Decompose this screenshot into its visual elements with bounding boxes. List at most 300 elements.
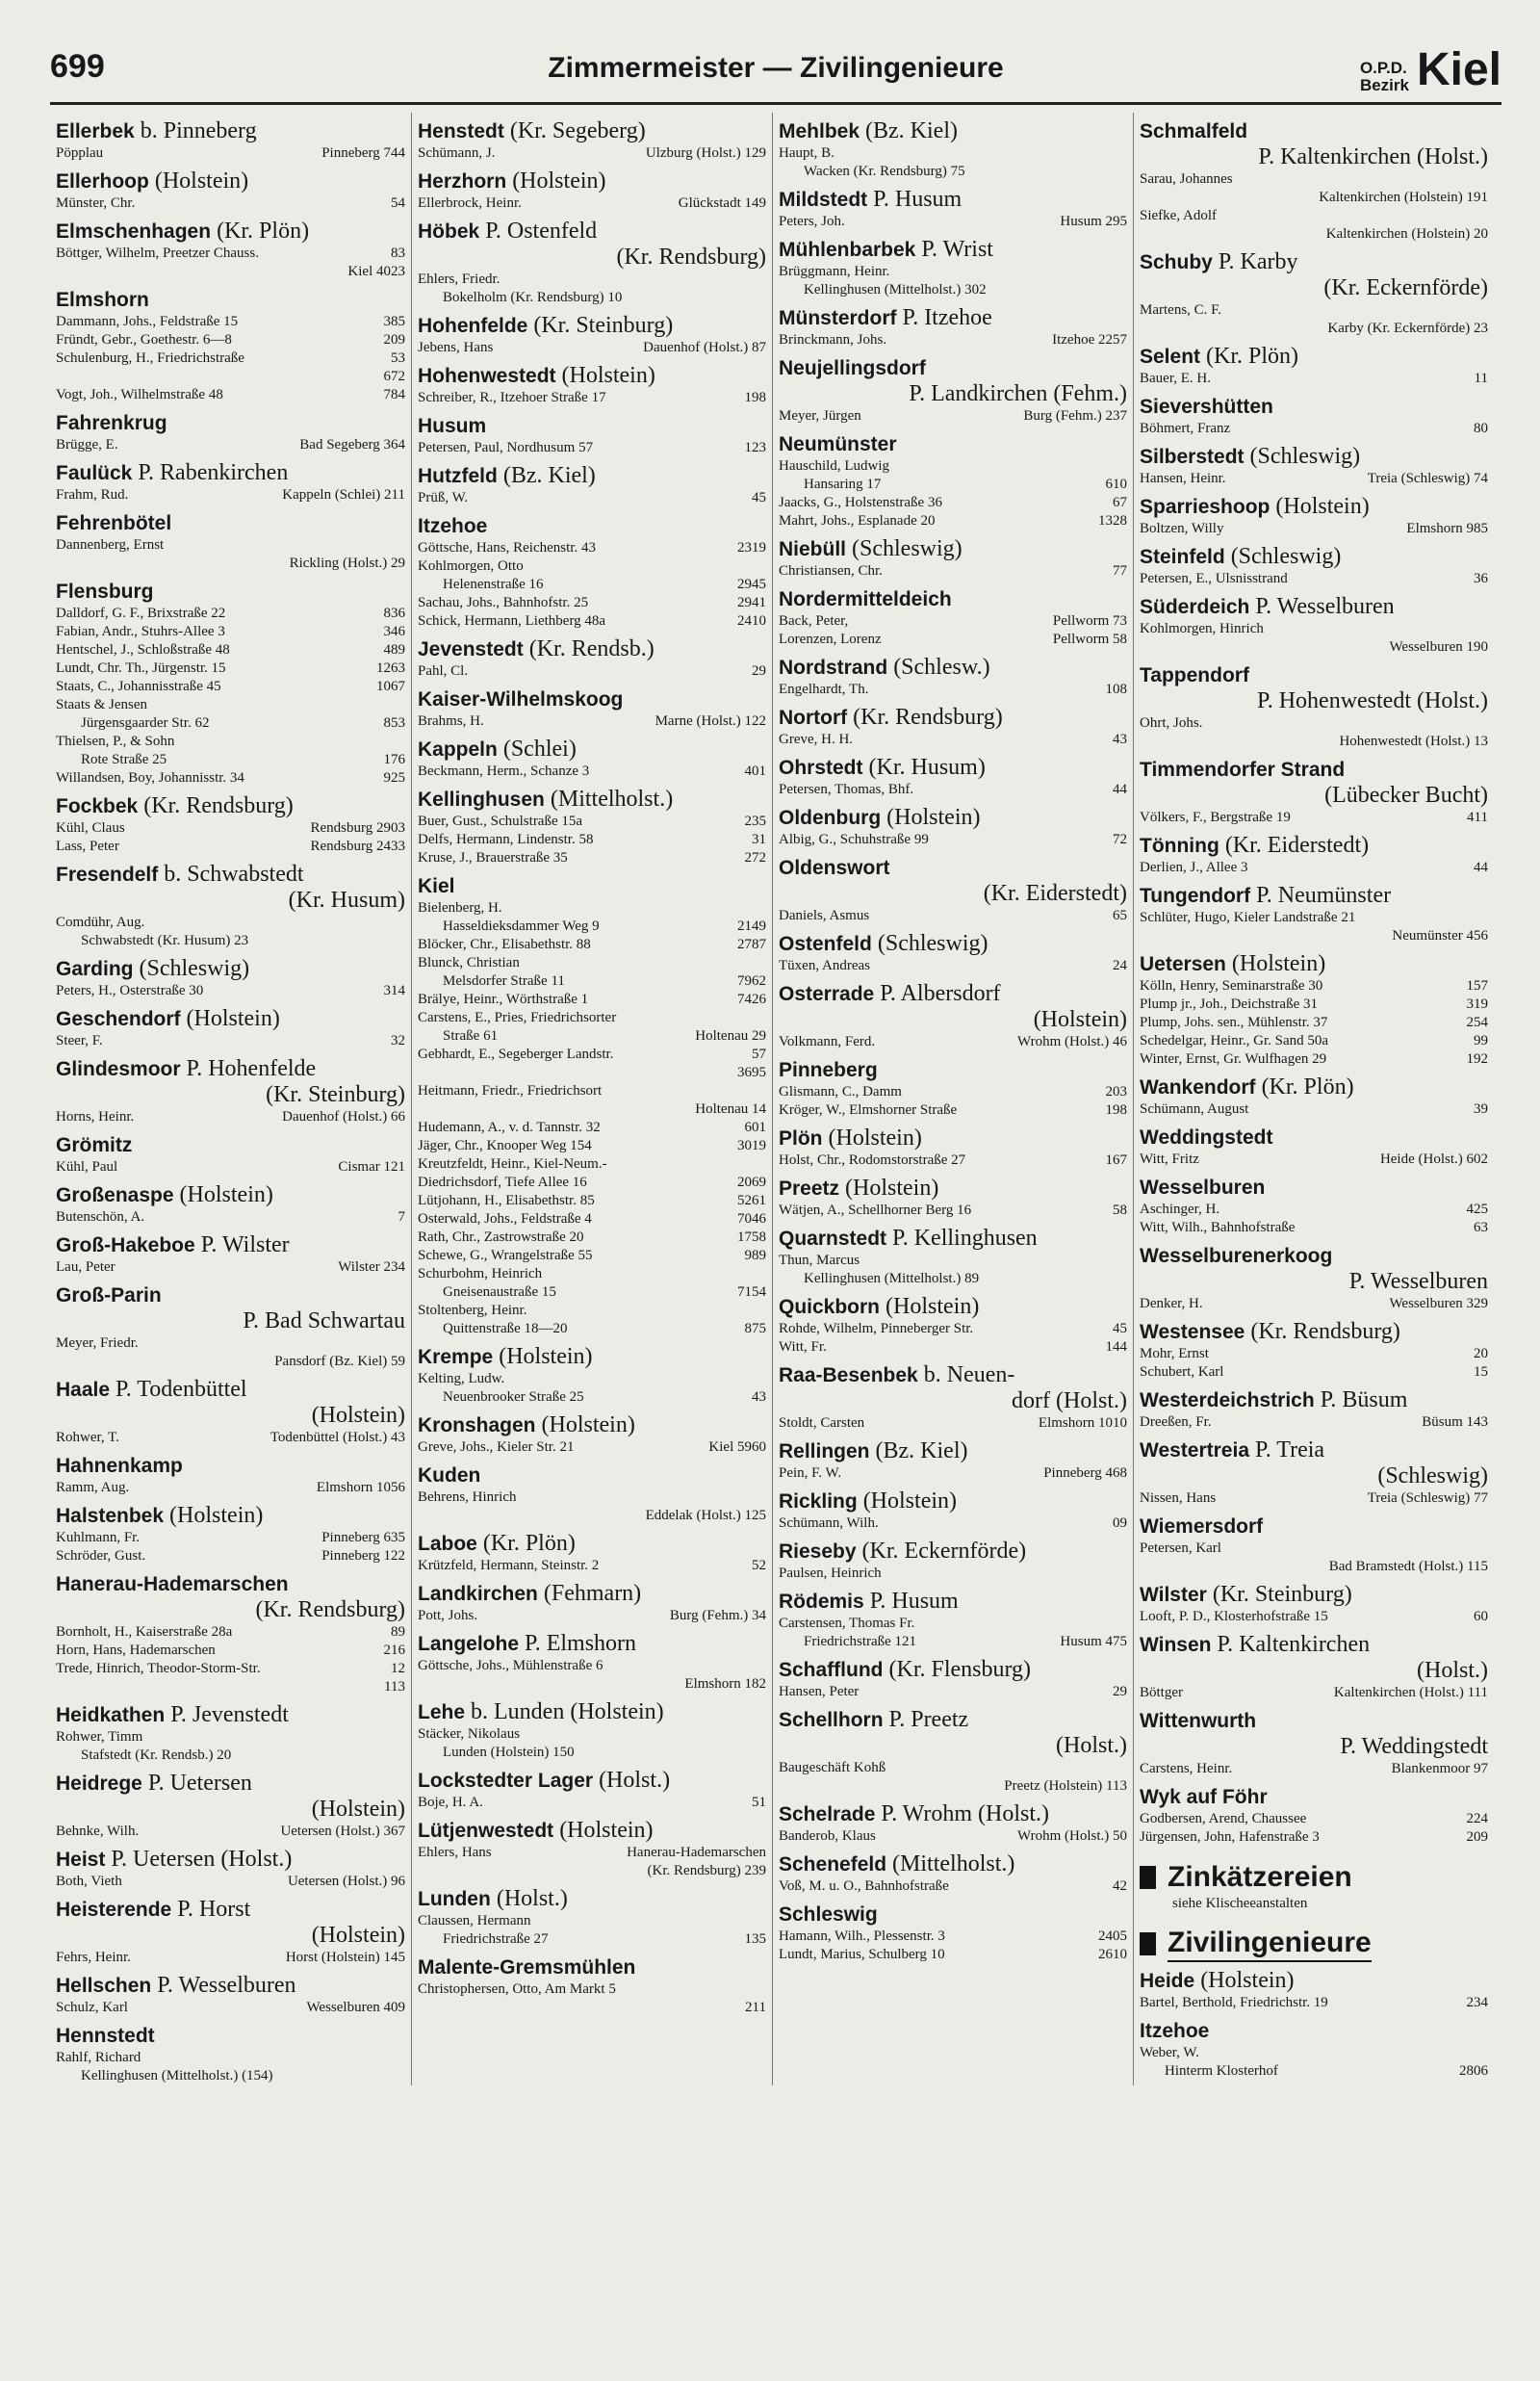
place-name: Krempe [418,1346,494,1368]
directory-entry [418,612,766,631]
place-name: Süderdeich [1140,596,1250,618]
entry-name: Schümann, Wilh. [779,1515,879,1531]
square-bullet-icon [1140,1932,1156,1955]
directory-entry [779,476,1127,494]
place-detail: (Schlei) [502,737,577,762]
place-detail: P. Wrohm (Holst.) [881,1801,1049,1826]
directory-entry [56,1873,405,1891]
place-detail: P. Wilster [200,1232,290,1257]
entry-name: Hentschel, J., Schloßstraße 48 [56,642,230,658]
directory-entry [1140,301,1488,320]
place-detail-line: P. Landkirchen (Fehm.) [909,381,1127,406]
place-detail-line: (Kr. Rendsburg) [616,245,766,270]
entry-name: Pott, Johs. [418,1608,478,1623]
directory-entry [56,1158,405,1177]
entry-phone: Rendsburg 2903 [310,820,405,836]
directory-entry [418,662,766,681]
place-detail: (Holstein) [559,1818,654,1843]
entry-name: Bartel, Berthold, Friedrichstr. 19 [1140,1995,1328,2010]
place-detail: (Holstein) [828,1126,922,1151]
directory-entry [56,1642,405,1660]
directory-entry [418,1657,766,1675]
directory-entry [56,696,405,714]
entry-phone: 209 [383,332,405,348]
directory-entry [56,349,405,368]
place-heading [56,1006,405,1032]
place-heading [418,1768,766,1794]
entry-name: Kölln, Henry, Seminarstraße 30 [1140,978,1323,994]
entry-phone: 1067 [376,679,405,694]
directory-entry [779,1877,1127,1896]
directory-entry [418,1744,766,1762]
directory-entry [1140,1684,1488,1702]
directory-entry [418,954,766,972]
place-name: Fockbek [56,795,139,817]
entry-phone: 925 [383,770,405,786]
directory-entry [1140,1828,1488,1847]
entry-name: Schwabstedt (Kr. Husum) 23 [81,933,249,948]
entry-phone: 45 [752,490,766,505]
entry-name: Kröger, W., Elmshorner Straße [779,1102,958,1118]
entry-name: Diedrichsdorf, Tiefe Allee 16 [418,1175,587,1190]
directory-entry [418,1100,766,1119]
place-heading [779,705,1127,731]
place-detail: (Kr. Rendsburg) [853,705,1003,730]
place-detail-line: (Kr. Eckernförde) [1323,275,1488,300]
directory-entry [1140,207,1488,225]
directory-entry [779,1464,1127,1483]
directory-entry [1140,1050,1488,1069]
place-heading [418,1886,766,1912]
entry-phone: Neumünster 456 [1392,928,1488,944]
place-name: Heisterende [56,1899,172,1921]
place-name: Oldenburg [779,807,882,829]
place-heading [1140,1582,1488,1608]
place-heading [56,1132,405,1158]
place-detail: (Kr. Rendsb.) [528,636,654,661]
place-name: Glindesmoor [56,1058,181,1080]
entry-phone: Blankenmoor 97 [1391,1761,1488,1776]
place-name: Niebüll [779,538,847,560]
directory-entry [418,1155,766,1174]
directory-entry [1140,1032,1488,1050]
directory-entry [1140,520,1488,538]
place-name: Malente-Gremsmühlen [418,1956,636,1979]
entry-name: Weber, W. [1140,2045,1199,2060]
directory-entry [418,1137,766,1155]
place-detail: P. Karby [1218,249,1298,274]
entry-phone: Husum 295 [1060,214,1127,229]
entry-phone: 7154 [737,1284,766,1300]
entry-phone: Pinneberg 468 [1043,1465,1127,1481]
place-heading [418,1462,766,1488]
entry-phone: Kiel 4023 [347,264,405,279]
place-heading [1140,544,1488,570]
place-name: Schleswig [779,1903,878,1926]
entry-phone: Uetersen (Holst.) 367 [280,1824,405,1839]
entry-name: Plump, Johs. sen., Mühlenstr. 37 [1140,1015,1328,1030]
entry-phone: Elmshorn 1010 [1038,1415,1127,1431]
place-name: Geschendorf [56,1008,181,1030]
place-heading [1140,394,1488,420]
entry-phone: 12 [391,1661,405,1676]
entry-name: Pahl, Cl. [418,663,469,679]
place-heading [1140,757,1488,809]
place-heading [418,686,766,712]
place-heading [779,1589,1127,1615]
entry-phone: Pinneberg 635 [321,1530,405,1545]
entry-name: Engelhardt, Th. [779,682,869,697]
entry-name: Schulz, Karl [56,2000,128,2015]
directory-entry [1140,714,1488,733]
entry-phone: Horst (Holstein) 145 [285,1950,405,1965]
entry-name: Carstens, Heinr. [1140,1761,1233,1776]
directory-entry [1140,570,1488,588]
directory-entry [56,678,405,696]
directory-entry [1140,996,1488,1014]
directory-entry [418,1119,766,1137]
entry-name: Hansen, Heinr. [1140,471,1226,486]
directory-entry [779,1615,1127,1633]
place-heading [779,1362,1127,1414]
place-heading [779,1539,1127,1565]
entry-name: Gneisenaustraße 15 [443,1284,556,1300]
place-heading [56,1771,405,1823]
place-detail: (Holstein) [541,1412,635,1437]
directory-entry [418,557,766,576]
entry-phone: Holtenau 29 [695,1028,766,1044]
directory-entry [1140,927,1488,945]
place-name: Rödemis [779,1591,864,1613]
entry-name: Fehrs, Heinr. [56,1950,131,1965]
page-title: Zimmermeister — Zivilingenieure [548,52,1004,84]
entry-name: Brügge, E. [56,437,118,453]
directory-entry [779,1565,1127,1583]
place-heading [1140,2018,1488,2044]
place-heading [1140,1437,1488,1489]
place-name: Timmendorfer Strand [1140,759,1346,781]
place-detail: (Holstein) [862,1488,957,1514]
entry-name: Thun, Marcus [779,1253,860,1268]
place-heading [779,981,1127,1033]
directory-entry [418,1912,766,1930]
directory-entry [56,1108,405,1126]
entry-name: Dannenberg, Ernst [56,537,165,553]
entry-name: Rohde, Wilhelm, Pinneberger Str. [779,1321,974,1336]
entry-name: Schewe, G., Wrangelstraße 55 [418,1248,593,1263]
place-name: Westertreia [1140,1439,1250,1462]
place-heading [56,1897,405,1949]
entry-phone: Cismar 121 [338,1159,405,1175]
directory-entry [56,1999,405,2017]
place-detail: (Bz. Kiel) [502,463,596,488]
place-heading [418,1954,766,1980]
place-heading [56,168,405,194]
directory-entry [56,641,405,660]
place-name: Quickborn [779,1296,881,1318]
place-heading [1140,494,1488,520]
place-heading [56,1282,405,1334]
place-detail: P. Todenbüttel [116,1377,247,1402]
entry-phone: 31 [752,832,766,847]
directory-entry [779,407,1127,426]
place-detail: P. Rabenkirchen [138,460,289,485]
entry-name: Banderob, Klaus [779,1828,876,1844]
entry-name: Dreeßen, Fr. [1140,1414,1212,1430]
entry-phone: Pansdorf (Bz. Kiel) 59 [274,1354,405,1369]
entry-phone: 72 [1113,832,1127,847]
entry-phone: Pellworm 73 [1052,613,1127,629]
place-heading [56,460,405,486]
entry-name: Ramm, Aug. [56,1480,130,1495]
entry-name: Tüxen, Andreas [779,958,870,973]
directory-entry [56,1353,405,1371]
entry-phone: 2319 [737,540,766,556]
place-heading [418,219,766,271]
place-heading [779,1801,1127,1827]
directory-entry [56,914,405,932]
entry-name: Melsdorfer Straße 11 [443,973,565,989]
place-heading [1140,594,1488,620]
place-heading [56,1056,405,1108]
entry-phone: Elmshorn 1056 [316,1480,405,1495]
place-name: Rieseby [779,1540,857,1563]
directory-entry [56,1529,405,1547]
directory-entry [779,1946,1127,1964]
entry-phone: 167 [1105,1152,1127,1168]
place-name: Lehe [418,1701,466,1723]
place-name: Kuden [418,1464,481,1487]
directory-entry [56,1660,405,1678]
entry-name: Dammann, Johs., Feldstraße 15 [56,314,239,329]
entry-phone: Preetz (Holstein) 113 [1004,1778,1127,1794]
directory-entry [56,838,405,856]
directory-entry [56,605,405,623]
entry-phone: 209 [1466,1829,1488,1845]
entry-name: Staats, C., Johannisstraße 45 [56,679,221,694]
directory-entry [418,1009,766,1027]
entry-phone: 601 [744,1120,766,1135]
entry-name: Rohwer, T. [56,1430,119,1445]
place-heading [418,363,766,389]
place-detail: (Kr. Segeberg) [509,118,646,143]
entry-phone: Treia (Schleswig) 77 [1367,1490,1488,1506]
entry-phone: 346 [383,624,405,639]
place-name: Heidkathen [56,1704,166,1726]
entry-name: Schröder, Gust. [56,1548,146,1564]
place-heading [56,410,405,436]
entry-phone: 60 [1474,1609,1488,1624]
place-name: Langelohe [418,1633,520,1655]
entry-phone: Burg (Fehm.) 237 [1023,408,1127,424]
place-detail: (Holst.) [496,1886,568,1911]
entry-name: Kuhlmann, Fr. [56,1530,141,1545]
entry-phone: 272 [744,850,766,866]
place-heading [779,1657,1127,1683]
directory-entry [418,1229,766,1247]
entry-phone: Elmshorn 985 [1406,521,1488,536]
entry-name: Jürgensgaarder Str. 62 [81,715,210,731]
section-title: Zinkätzereien [1168,1861,1352,1893]
directory-entry [418,991,766,1009]
place-detail-line: (Kr. Husum) [288,888,405,913]
place-heading [56,1847,405,1873]
place-name: Hohenfelde [418,315,528,337]
place-name: Wittenwurth [1140,1710,1257,1732]
place-detail: P. Wesselburen [157,1973,296,1998]
entry-name: Jürgensen, John, Hafenstraße 3 [1140,1829,1320,1845]
entry-name: Back, Peter, [779,613,849,629]
entry-phone: 254 [1466,1015,1488,1030]
directory-entry [418,1725,766,1744]
entry-phone: 52 [752,1558,766,1573]
place-name: Halstenbek [56,1505,165,1527]
entry-phone: Büsum 143 [1422,1414,1488,1430]
directory-entry [779,494,1127,512]
place-heading [1140,1514,1488,1540]
place-heading [56,118,405,144]
place-name: Jevenstedt [418,638,524,660]
place-heading [418,1581,766,1607]
entry-name: Ellerbrock, Heinr. [418,195,522,211]
place-detail: P. Kaltenkirchen [1217,1632,1371,1657]
place-heading [418,168,766,194]
place-heading [1140,1968,1488,1994]
entry-phone: Karby (Kr. Eckernförde) 23 [1327,321,1488,336]
entry-name: Frahm, Rud. [56,487,129,503]
entry-phone: 314 [383,983,405,998]
entry-phone: 83 [391,246,405,261]
section-heading [1140,1860,1488,1895]
entry-name: Schulenburg, H., Friedrichstraße [56,350,244,366]
entry-phone: 65 [1113,908,1127,923]
place-name: Hutzfeld [418,465,498,487]
entry-phone: 43 [752,1389,766,1405]
place-detail: (Holstein) [845,1176,939,1201]
place-detail: P. Preetz [888,1707,969,1732]
entry-phone: 44 [1113,782,1127,797]
directory-entry [779,1152,1127,1170]
place-name: Preetz [779,1178,840,1200]
place-heading [779,1488,1127,1514]
entry-phone: 2945 [737,577,766,592]
place-name: Wilster [1140,1584,1207,1606]
directory-entry [1140,1100,1488,1119]
directory-entry [779,731,1127,749]
bezirk-line: Bezirk [1359,76,1409,94]
directory-entry [418,1844,766,1862]
square-bullet-icon [1140,1866,1156,1889]
entry-phone: Wesselburen 190 [1389,639,1488,655]
directory-entry [418,439,766,457]
entry-phone: 989 [744,1248,766,1263]
place-name: Kiel [418,875,455,897]
directory-column-4 [1133,113,1494,2085]
entry-name: Böhmert, Franz [1140,421,1231,436]
directory-entry [1140,1540,1488,1558]
directory-entry [1140,638,1488,657]
place-name: Wesselburen [1140,1177,1266,1199]
place-detail: (Kr. Steinburg) [1212,1582,1352,1607]
directory-entry [779,331,1127,349]
place-detail: (Holstein) [186,1006,280,1031]
place-heading [418,1531,766,1557]
entry-name: Osterwald, Johs., Feldstraße 4 [418,1211,592,1227]
entry-name: Stoltenberg, Heinr. [418,1303,527,1318]
directory-entry [56,2067,405,2085]
entry-phone: 7046 [737,1211,766,1227]
place-name: Wesselburenerkoog [1140,1245,1333,1267]
directory-entry [1140,1760,1488,1778]
entry-name: Meyer, Jürgen [779,408,861,424]
place-detail: P. Horst [177,1897,251,1922]
directory-entry [1140,1295,1488,1313]
place-heading [779,118,1127,144]
entry-name: Sarau, Johannes [1140,171,1233,187]
entry-phone: Pinneberg 744 [321,145,405,161]
place-heading [56,510,405,536]
place-name: Schuby [1140,251,1213,273]
place-name: Hellschen [56,1975,152,1997]
place-detail-line: dorf (Holst.) [1012,1388,1127,1413]
entry-phone: 198 [1105,1102,1127,1118]
entry-phone: 784 [383,387,405,402]
entry-phone: Uetersen (Holst.) 96 [287,1874,405,1889]
entry-name: Fründt, Gebr., Goethestr. 6—8 [56,332,232,348]
entry-name: Albig, G., Schuhstraße 99 [779,832,929,847]
directory-entry [418,1507,766,1525]
place-name: Mühlenbarbek [779,239,916,261]
entry-phone: Treia (Schleswig) 74 [1367,471,1488,486]
place-heading [779,1294,1127,1320]
directory-entry [1140,1151,1488,1169]
place-name: Schafflund [779,1659,884,1681]
entry-name: Trede, Hinrich, Theodor-Storm-Str. [56,1661,261,1676]
place-name: Mehlbek [779,120,860,142]
entry-name: Kohlmorgen, Hinrich [1140,621,1264,636]
place-name: Laboe [418,1533,477,1555]
directory-entry [779,1683,1127,1701]
place-detail: (Schleswig) [852,536,962,561]
entry-name: Hauschild, Ludwig [779,458,889,474]
place-name: Ellerhoop [56,170,149,193]
entry-phone: 80 [1474,421,1488,436]
entry-name: Comdühr, Aug. [56,915,145,930]
directory-entry [56,660,405,678]
entry-name: Bielenberg, H. [418,900,502,916]
directory-entry [418,1930,766,1949]
entry-phone: 1758 [737,1229,766,1245]
entry-name: Horns, Heinr. [56,1109,135,1125]
entry-name: Witt, Fr. [779,1339,827,1355]
directory-entry [56,1747,405,1765]
place-heading [1140,1632,1488,1684]
directory-entry [56,819,405,838]
entry-phone: 44 [1474,860,1488,875]
place-detail: P. Wrist [921,237,993,262]
entry-name: Hinterm Klosterhof [1165,2063,1278,2079]
entry-name: Schreiber, R., Itzehoer Straße 17 [418,390,606,405]
place-detail: b. Pinneberg [140,118,257,143]
entry-name: Daniels, Asmus [779,908,870,923]
directory-entry [418,1210,766,1229]
directory-entry [1140,225,1488,244]
place-name: Osterrade [779,983,875,1005]
entry-phone: 211 [745,2000,766,2015]
entry-name: Schick, Hermann, Liethberg 48a [418,613,606,629]
entry-name: Friedrichstraße 27 [443,1931,549,1947]
entry-name: Kellinghusen (Mittelholst.) 302 [804,282,987,298]
